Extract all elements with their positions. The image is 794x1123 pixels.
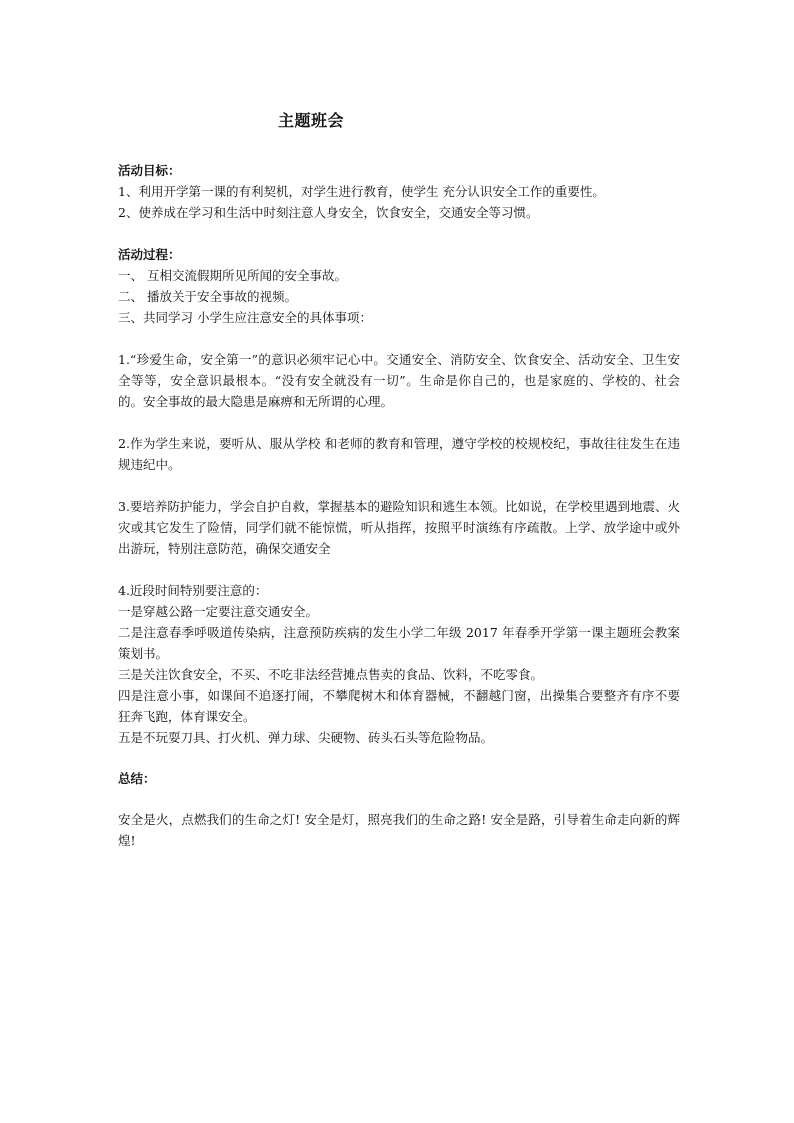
point-4-item: 三是关注饮食安全，不买、不吃非法经营摊点售卖的食品、饮料，不吃零食。 — [118, 667, 544, 682]
document-body — [118, 160, 680, 851]
summary-text: 安全是火，点燃我们的生命之灯! 安全是灯，照亮我们的生命之路! 安全是路，引导着生命走向新的辉煌! — [118, 812, 680, 848]
point-4-item: 五是不玩耍刀具、打火机、弹力球、尖硬物、砖头石头等危险物品。 — [118, 730, 494, 745]
point-paragraph-1: 1.“珍爱生命，安全第一”的意识必须牢记心中。交通安全、消防安全、饮食安全、活动安全、卫生安全等等，安全意识最根本。“没有安全就没有一切”。生命是你自己的，也是家庭的、学校的、社会的。安全事故的最大隐患是麻痹和无所谓的心理。 — [118, 352, 680, 409]
point-4-item: 二是注意春季呼吸道传染病，注意预防疾病的发生小学二年级 2017 年春季开学第一课主题班会教案策划书。 — [118, 625, 680, 661]
spacer — [118, 475, 680, 496]
point-4-heading: 4.近段时间特别要注意的： — [118, 583, 268, 598]
process-item: 二、 播放关于安全事故的视频。 — [118, 289, 297, 304]
process-item: 一、 互相交流假期所见所闻的安全事故。 — [118, 268, 347, 283]
process-item: 三、共同学习 小学生应注意安全的具体事项： — [118, 310, 372, 325]
spacer — [118, 328, 680, 349]
summary-heading: 总结： — [118, 771, 156, 786]
spacer — [118, 412, 680, 433]
goal-item: 1、利用开学第一课的有利契机，对学生进行教育，使学生 充分认识安全工作的重要性。 — [118, 184, 605, 199]
point-paragraph-2: 2.作为学生来说，要听从、服从学校 和老师的教育和管理，遵守学校的校规校纪，事故往往发生在违规违纪中。 — [118, 436, 680, 472]
goal-item: 2、使养成在学习和生活中时刻注意人身安全，饮食安全，交通安全等习惯。 — [118, 205, 539, 220]
spacer — [118, 559, 680, 580]
point-4-item: 一是穿越公路一定要注意交通安全。 — [118, 604, 319, 619]
spacer — [118, 789, 680, 809]
spacer — [118, 748, 680, 768]
document-title: 主题班会 — [278, 111, 345, 130]
point-paragraph-3: 3.要培养防护能力，学会自护自救，掌握基本的避险知识和逃生本领。比如说，在学校里遇到地震、火灾或其它发生了险情，同学们就不能惊慌，听从指挥，按照平时演练有序疏散。上学、放学途中或外出游玩，特别注意防范，确保交通安全 — [118, 499, 680, 556]
goals-heading: 活动目标： — [118, 163, 181, 178]
point-4-item: 四是注意小事，如课间不追逐打闹，不攀爬树木和体育器械，不翻越门窗，出操集合要整齐有序不要狂奔飞跑，体育课安全。 — [118, 688, 680, 724]
spacer — [118, 223, 680, 244]
process-heading: 活动过程： — [118, 247, 181, 262]
